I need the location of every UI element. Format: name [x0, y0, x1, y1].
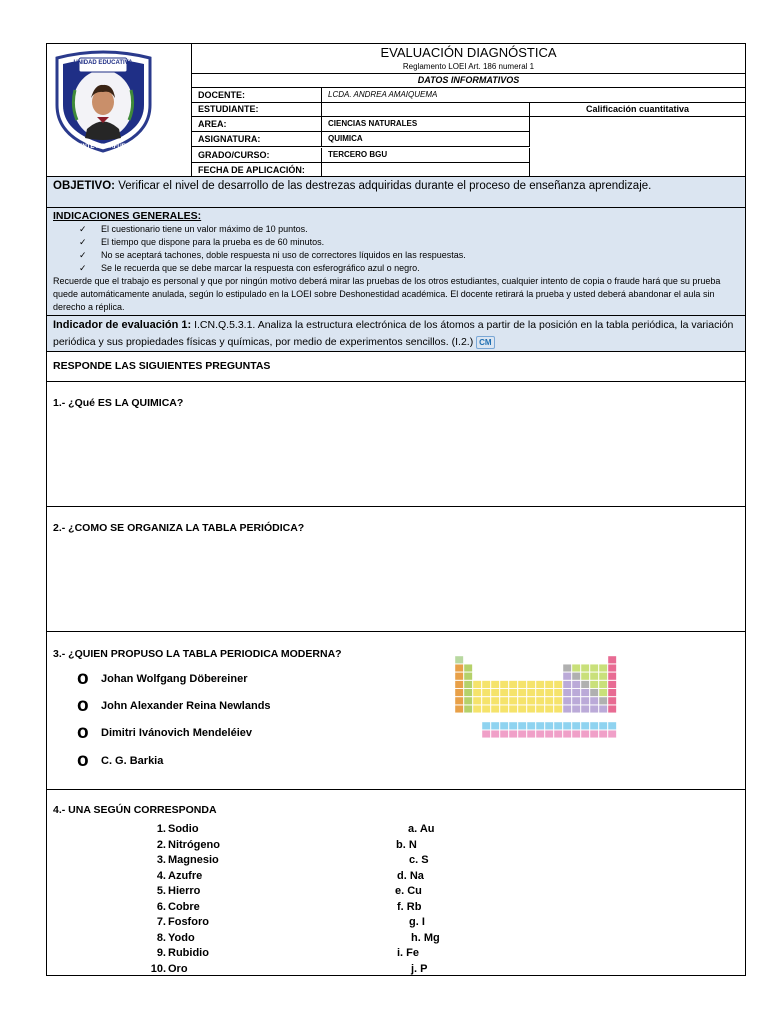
element-cell: [527, 697, 535, 705]
element-cell: [500, 689, 508, 697]
element-cell: [464, 705, 472, 713]
match-symbol: i. Fe: [397, 947, 420, 959]
element-cell: [527, 730, 535, 738]
element-cell: [608, 681, 616, 689]
element-cell: [518, 697, 526, 705]
match-number: 7.: [156, 916, 166, 928]
match-number: 9.: [156, 947, 166, 959]
element-cell: [608, 689, 616, 697]
element-cell: [482, 689, 490, 697]
element-cell: [608, 697, 616, 705]
estudiante-label: ESTUDIANTE:: [192, 102, 322, 117]
element-cell: [608, 664, 616, 672]
indicacion-item: ✓ No se aceptará tachones, doble respuesta ni uso de correctores líquidos en las respuestas.: [79, 249, 739, 262]
element-cell: [527, 689, 535, 697]
element-cell: [455, 705, 463, 713]
estudiante-field[interactable]: [322, 102, 530, 117]
element-cell: [455, 656, 463, 664]
indicador-section: [47, 316, 745, 352]
question-1[interactable]: [47, 382, 745, 507]
match-element-name: Magnesio: [168, 854, 219, 866]
element-cell: [572, 705, 580, 713]
match-element-name: Cobre: [168, 900, 200, 913]
element-cell: [581, 697, 589, 705]
element-cell: [554, 697, 562, 705]
match-symbol: g. I: [409, 916, 425, 928]
element-cell: [590, 722, 598, 730]
element-cell: [527, 722, 535, 730]
element-cell: [572, 672, 580, 680]
objetivo-text: Verificar el nivel de desarrollo de las destrezas adquiridas durante el proceso de enseñanza aprendizaje.: [118, 180, 652, 192]
calificacion-box[interactable]: [530, 117, 745, 177]
element-cell: [563, 681, 571, 689]
match-element-name: Rubidio: [168, 947, 209, 959]
element-cell: [599, 689, 607, 697]
question-3-text: 3.- ¿QUIEN PROPUSO LA TABLA PERIODICA MODERNA?: [53, 648, 342, 660]
element-cell: [590, 672, 598, 680]
indicaciones-title: INDICACIONES GENERALES:: [53, 210, 202, 222]
element-cell: [581, 722, 589, 730]
element-cell: [455, 664, 463, 672]
match-symbol: e. Cu: [395, 885, 422, 897]
option-newlands[interactable]: o John Alexander Reina Newlands: [77, 695, 271, 716]
element-cell: [518, 705, 526, 713]
area-label: AREA:: [192, 117, 322, 132]
element-cell: [491, 730, 499, 738]
match-element-name: Nitrógeno: [168, 838, 220, 851]
element-cell: [581, 689, 589, 697]
element-cell: [581, 664, 589, 672]
grado-label: GRADO/CURSO:: [192, 148, 322, 163]
element-cell: [455, 681, 463, 689]
element-cell: [482, 681, 490, 689]
match-symbol: d. Na: [397, 869, 424, 882]
element-cell: [608, 656, 616, 664]
element-cell: [509, 681, 517, 689]
element-cell: [464, 672, 472, 680]
match-element-name: Azufre: [168, 869, 203, 882]
element-cell: [500, 722, 508, 730]
element-cell: [608, 722, 616, 730]
crest-ring-text: VICENTE ROCAFUERTE: [68, 144, 138, 150]
element-cell: [563, 689, 571, 697]
element-cell: [599, 705, 607, 713]
element-cell: [545, 705, 553, 713]
evaluation-document: [46, 43, 746, 976]
element-cell: [590, 730, 598, 738]
element-cell: [554, 705, 562, 713]
logo-cell: [47, 44, 192, 177]
question-2-text: 2.- ¿COMO SE ORGANIZA LA TABLA PERIÓDICA?: [53, 522, 305, 534]
element-cell: [536, 697, 544, 705]
match-symbol: b. N: [396, 838, 417, 851]
element-cell: [527, 681, 535, 689]
element-cell: [464, 697, 472, 705]
element-cell: [545, 722, 553, 730]
element-cell: [581, 681, 589, 689]
element-cell: [545, 681, 553, 689]
indicaciones-section: [47, 208, 745, 316]
element-cell: [554, 730, 562, 738]
element-cell: [464, 681, 472, 689]
question-4: [47, 790, 745, 976]
match-symbol: h. Mg: [411, 931, 440, 944]
match-number: 6.: [156, 900, 166, 913]
element-cell: [572, 697, 580, 705]
element-cell: [518, 730, 526, 738]
element-cell: [545, 697, 553, 705]
option-barkia[interactable]: o C. G. Barkia: [77, 750, 164, 771]
element-cell: [464, 689, 472, 697]
periodic-table-illustration: [455, 656, 625, 748]
element-cell: [608, 672, 616, 680]
school-crest-icon: [51, 50, 156, 153]
element-cell: [599, 722, 607, 730]
element-cell: [455, 672, 463, 680]
element-cell: [491, 689, 499, 697]
indicador-label: Indicador de evaluación 1:: [53, 319, 192, 331]
element-cell: [500, 681, 508, 689]
element-cell: [599, 730, 607, 738]
element-cell: [491, 697, 499, 705]
element-cell: [572, 681, 580, 689]
option-circle-icon: o: [77, 750, 89, 771]
element-cell: [500, 705, 508, 713]
element-cell: [599, 664, 607, 672]
element-cell: [563, 672, 571, 680]
match-element-name: Fosforo: [168, 916, 209, 928]
element-cell: [518, 722, 526, 730]
match-number: 5.: [156, 885, 166, 897]
element-cell: [563, 697, 571, 705]
element-cell: [464, 664, 472, 672]
docente-value[interactable]: LCDA. ANDREA AMAIQUEMA: [322, 88, 745, 103]
match-symbol: f. Rb: [397, 900, 422, 913]
element-cell: [500, 730, 508, 738]
element-cell: [608, 705, 616, 713]
element-cell: [572, 730, 580, 738]
element-cell: [545, 730, 553, 738]
match-number: 1.: [156, 823, 166, 835]
option-circle-icon: o: [77, 722, 89, 743]
element-cell: [518, 689, 526, 697]
indicaciones-note: Recuerde que el trabajo es personal y que por ningún motivo deberá mirar las pruebas de los otros estudiantes, cualquier intento de copia o fraude hará que su prueba quede automáticamente anulada, según lo estipulado en la LOEI sobre Deshonestidad académica. El docente retirará la prueba y usted deberá abandonar el aula sin derecho a réplica.: [53, 276, 721, 312]
area-value: CIENCIAS NATURALES: [322, 117, 530, 132]
element-cell: [509, 730, 517, 738]
responde-heading: RESPONDE LAS SIGUIENTES PREGUNTAS: [47, 352, 745, 382]
element-cell: [482, 705, 490, 713]
objetivo-label: OBJETIVO:: [53, 180, 115, 192]
indicador-text: I.CN.Q.5.3.1. Analiza la estructura electrónica de los átomos a partir de la posición en la tabla periódica, la variación periódica y sus propiedades físicas y químicas, por medio de experimentos sencillos. (I.2.): [53, 319, 734, 348]
calificacion-label: Calificación cuantitativa: [530, 102, 745, 117]
option-mendeleiev[interactable]: o Dimitri Ivánovich Mendeléiev: [77, 722, 252, 743]
element-cell: [590, 664, 598, 672]
match-symbol: j. P: [411, 962, 428, 975]
fecha-label: FECHA DE APLICACIÓN:: [192, 163, 322, 177]
header-table: [47, 44, 745, 177]
match-symbol: c. S: [409, 854, 429, 866]
match-symbol: a. Au: [408, 823, 435, 835]
element-cell: [572, 664, 580, 672]
element-cell: [491, 705, 499, 713]
document-subtitle: Reglamento LOEI Art. 186 numeral 1: [402, 62, 535, 71]
datos-informativos-heading: DATOS INFORMATIVOS: [192, 73, 745, 88]
match-number: 10.: [150, 962, 166, 975]
element-cell: [536, 730, 544, 738]
element-cell: [482, 730, 490, 738]
indicacion-item: ✓ El cuestionario tiene un valor máximo de 10 puntos.: [79, 223, 739, 236]
element-cell: [482, 722, 490, 730]
element-cell: [581, 730, 589, 738]
element-cell: [581, 705, 589, 713]
option-circle-icon: o: [77, 695, 89, 716]
element-cell: [572, 722, 580, 730]
element-cell: [518, 681, 526, 689]
document-title: EVALUACIÓN DIAGNÓSTICA: [380, 45, 557, 60]
match-element-name: Sodio: [168, 823, 199, 835]
objetivo-section: [47, 177, 745, 208]
question-4-text: 4.- UNA SEGÚN CORRESPONDA: [53, 804, 217, 816]
option-dobereiner[interactable]: o Johan Wolfgang Döbereiner: [77, 668, 248, 689]
indicacion-item: ✓ Se le recuerda que se debe marcar la respuesta con esferográfico azul o negro.: [79, 262, 739, 275]
element-cell: [590, 705, 598, 713]
match-number: 8.: [156, 931, 166, 944]
option-circle-icon: o: [77, 668, 89, 689]
asignatura-label: ASIGNATURA:: [192, 132, 322, 147]
element-cell: [536, 689, 544, 697]
asignatura-value: QUIMICA: [322, 132, 530, 147]
element-cell: [599, 672, 607, 680]
element-cell: [563, 705, 571, 713]
element-cell: [473, 689, 481, 697]
question-3: [47, 632, 745, 790]
element-cell: [545, 689, 553, 697]
match-element-name: Oro: [168, 962, 188, 975]
docente-label: DOCENTE:: [192, 88, 322, 103]
crest-top-text: UNIDAD EDUCATIVA: [73, 60, 133, 66]
element-cell: [473, 705, 481, 713]
element-cell: [536, 722, 544, 730]
element-cell: [536, 705, 544, 713]
element-cell: [554, 722, 562, 730]
indicaciones-list: [53, 223, 739, 275]
match-number: 3.: [156, 854, 166, 866]
element-cell: [455, 689, 463, 697]
match-number: 2.: [156, 838, 166, 851]
question-1-text: 1.- ¿Qué ES LA QUIMICA?: [53, 397, 184, 409]
match-element-name: Hierro: [168, 885, 201, 897]
element-cell: [599, 697, 607, 705]
element-cell: [608, 730, 616, 738]
element-cell: [536, 681, 544, 689]
element-cell: [563, 730, 571, 738]
element-cell: [554, 689, 562, 697]
element-cell: [491, 722, 499, 730]
element-cell: [509, 722, 517, 730]
element-cell: [563, 664, 571, 672]
element-cell: [554, 681, 562, 689]
element-cell: [590, 697, 598, 705]
indicacion-item: ✓ El tiempo que dispone para la prueba es de 60 minutos.: [79, 236, 739, 249]
fecha-field[interactable]: [322, 163, 530, 177]
element-cell: [509, 705, 517, 713]
question-2[interactable]: [47, 507, 745, 632]
element-cell: [572, 689, 580, 697]
element-cell: [455, 697, 463, 705]
element-cell: [473, 697, 481, 705]
element-cell: [482, 697, 490, 705]
match-number: 4.: [156, 869, 166, 882]
element-cell: [491, 681, 499, 689]
element-cell: [590, 689, 598, 697]
element-cell: [527, 705, 535, 713]
element-cell: [581, 672, 589, 680]
cm-icon[interactable]: CM: [476, 336, 494, 349]
element-cell: [473, 681, 481, 689]
element-cell: [590, 681, 598, 689]
element-cell: [599, 681, 607, 689]
grado-value: TERCERO BGU: [322, 148, 530, 163]
element-cell: [500, 697, 508, 705]
element-cell: [509, 697, 517, 705]
element-cell: [509, 689, 517, 697]
match-element-name: Yodo: [168, 931, 195, 944]
element-cell: [563, 722, 571, 730]
